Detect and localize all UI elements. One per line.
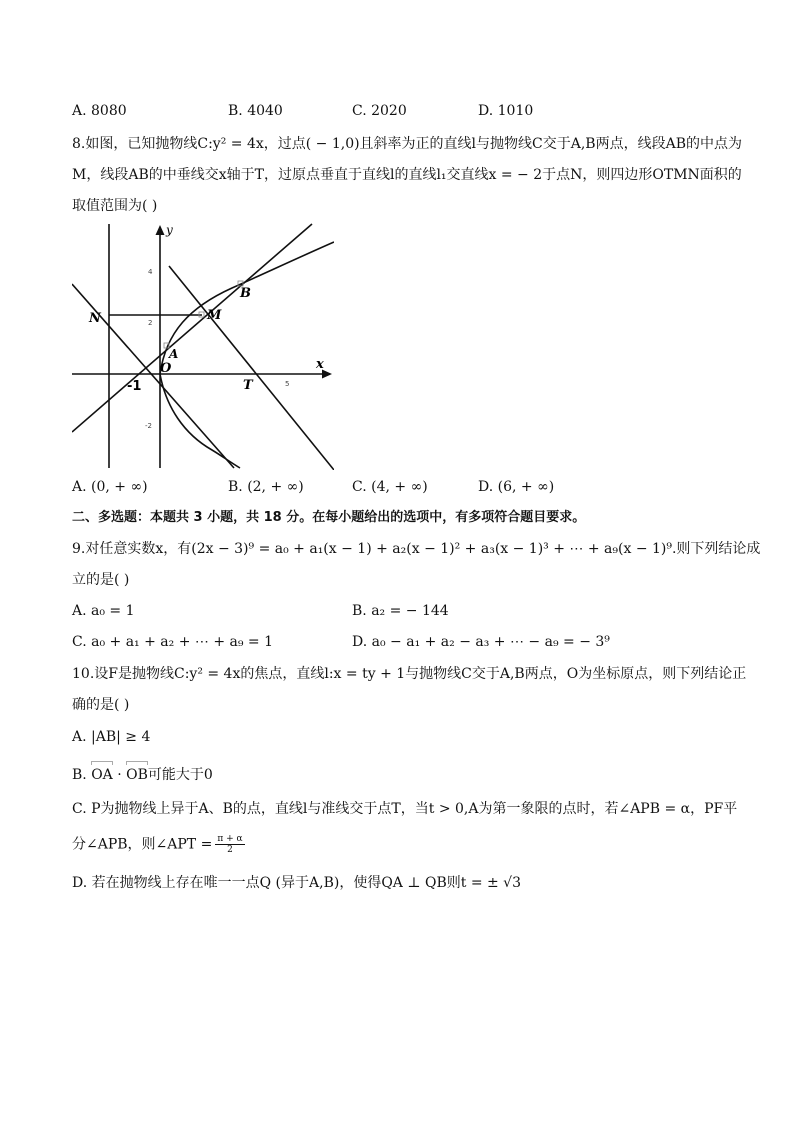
- q8-figure-svg: [72, 222, 334, 470]
- fraction-denominator: 2: [227, 845, 233, 855]
- q10-option-c-text: 分∠APB，则∠APT =: [72, 836, 213, 853]
- line-l: [72, 224, 312, 432]
- q10-option-c-line2: [72, 834, 245, 855]
- q8-stem-line2: M，线段AB的中垂线交x轴于T，过原点垂直于直线l的直线l₁交直线x = − 2于点N，则四边形OTMN面积的: [72, 167, 742, 183]
- q8-option-b: B. (2, + ∞): [228, 479, 304, 495]
- q8-figure: [72, 222, 334, 470]
- q8-stem-line1: 8.如图，已知抛物线C:y² = 4x，过点( − 1,0)且斜率为正的直线l与抛物线C交于A,B两点，线段AB的中点为: [72, 136, 742, 152]
- label-y: y: [166, 223, 173, 237]
- label-neg1: -1: [127, 379, 142, 394]
- parabola-upper: [160, 242, 334, 374]
- q8-option-a: A. (0, + ∞): [72, 479, 148, 495]
- fraction-numerator: π + α: [217, 834, 243, 844]
- label-A: A: [169, 347, 179, 361]
- label-N: N: [89, 311, 101, 326]
- vector-OB: OB: [126, 767, 148, 783]
- q8-option-d: D. (6, + ∞): [478, 479, 555, 495]
- q9-option-d: D. a₀ − a₁ + a₂ − a₃ + ⋯ − a₉ = − 3⁹: [352, 634, 610, 650]
- label-M: M: [207, 308, 222, 323]
- q10-option-b-prefix: B.: [72, 767, 92, 783]
- perpendicular-bisector: [169, 266, 334, 470]
- fraction: [215, 834, 244, 855]
- label-T: T: [243, 378, 253, 393]
- q9-stem-line1: 9.对任意实数x，有(2x − 3)⁹ = a₀ + a₁(x − 1) + a₂(x − 1)² + a₃(x − 1)³ + ⋯ + a₉(x − 1)⁹.则下列结论成: [72, 541, 761, 557]
- y-axis-arrow: [156, 225, 165, 235]
- q10-stem-line1: 10.设F是抛物线C:y² = 4x的焦点，直线l:x = ty + 1与抛物线C交于A,B两点，O为坐标原点，则下列结论正: [72, 666, 747, 682]
- q9-option-b: B. a₂ = − 144: [352, 603, 449, 619]
- q10-option-c-line1: C. P为抛物线上异于A、B的点，直线l与准线交于点T，当t > 0,A为第一象限的点时，若∠APB = α，PF平: [72, 801, 738, 817]
- q8-stem-line3: 取值范围为( ): [72, 198, 158, 214]
- q7-option-a: A. 8080: [72, 103, 127, 119]
- section-heading: 二、多选题：本题共 3 小题，共 18 分。在每小题给出的选项中，有多项符合题目要求。: [72, 510, 586, 525]
- label-O: O: [160, 361, 172, 376]
- q8-option-c: C. (4, + ∞): [352, 479, 428, 495]
- parabola-lower: [160, 374, 240, 468]
- q9-option-c: C. a₀ + a₁ + a₂ + ⋯ + a₉ = 1: [72, 634, 274, 650]
- q9-stem-line2: 立的是( ): [72, 572, 130, 588]
- q7-option-b: B. 4040: [228, 103, 283, 119]
- q10-option-d: D. 若在抛物线上存在唯一一点Q (异于A,B)，使得QA ⊥ QB则t = ± √3: [72, 875, 522, 891]
- q7-option-d: D. 1010: [478, 103, 534, 119]
- q7-option-c: C. 2020: [352, 103, 407, 119]
- q10-option-b-dot: ·: [112, 767, 127, 783]
- q10-option-b: [72, 765, 213, 785]
- tick-label-2: 2: [148, 319, 153, 327]
- label-B: B: [240, 286, 251, 301]
- tick-label-4: 4: [148, 268, 153, 276]
- q10-option-a: A. |AB| ≥ 4: [72, 729, 151, 745]
- q10-stem-line2: 确的是( ): [72, 697, 130, 713]
- tick-label-neg2: -2: [145, 422, 152, 430]
- q9-option-a: A. a₀ = 1: [72, 603, 135, 619]
- vector-OA: OA: [91, 767, 113, 783]
- q10-option-b-suffix: 可能大于0: [147, 767, 213, 783]
- label-x: x: [316, 357, 324, 372]
- tick-label-5: 5: [285, 380, 290, 388]
